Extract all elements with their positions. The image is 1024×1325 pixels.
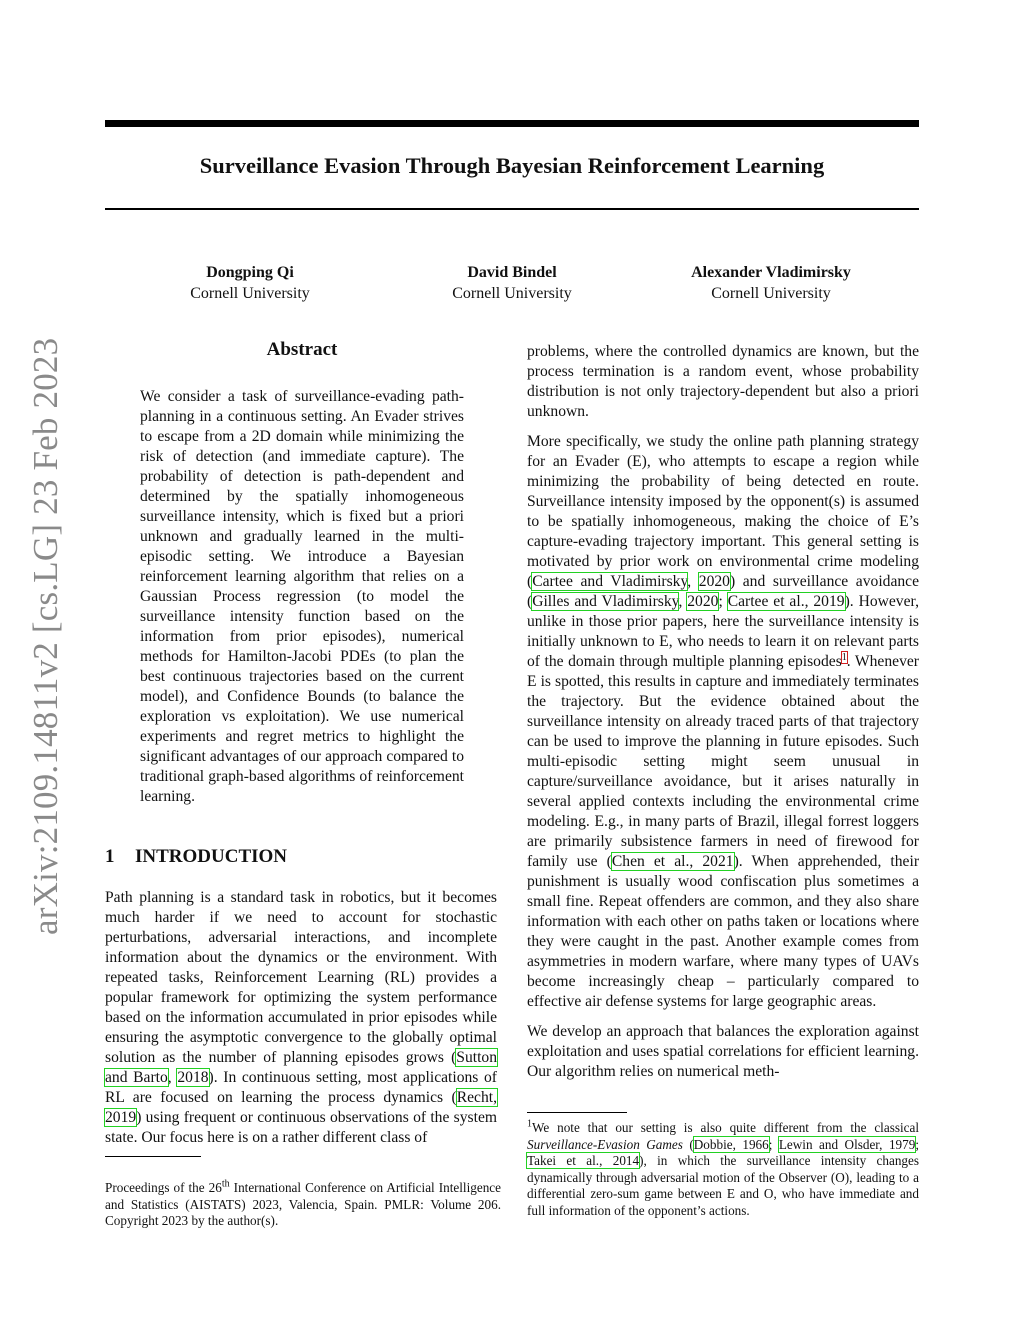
text-run: ). However, unlike in those prior papers, here the surveillance intensity is initially unknown to E, who needs to learn it on relevant parts of the domain through multiple planning episodes	[527, 593, 919, 670]
superscript: th	[221, 1178, 230, 1190]
proceedings-note	[105, 1180, 501, 1230]
citation-link[interactable]: 2018	[177, 1069, 209, 1086]
arxiv-identifier: arXiv:2109.14811v2 [cs.LG] 23 Feb 2023	[26, 337, 65, 935]
intro-paragraph-1	[105, 888, 497, 1148]
text-run: ) and surveillance avoidance (	[527, 573, 920, 610]
footnote-rule-right	[527, 1112, 627, 1113]
author-1	[120, 262, 380, 304]
intro-right-column	[527, 342, 919, 1082]
text-run: ,	[167, 1069, 178, 1086]
text-run: . Whenever E is spotted, this results in capture and immediately terminates the trajectory. But the evidence obtained about the surveillance intensity on already traced parts of that trajectory can be used to improve the planning in future episodes. Such multi-episodic setting might seem unusual in capture/surveillance avoidance, but it arises naturally in several applied contexts including the environmental crime modeling. E.g., in many parts of Brazil, illegal forrest loggers are primarily subsistence farmers in need of firewood for family use (	[527, 653, 919, 870]
footnote-text	[527, 1120, 919, 1219]
citation-link[interactable]: Chen et al., 2021	[611, 853, 734, 870]
text-run: ;	[718, 593, 728, 610]
citation-link[interactable]: Dobbie, 1966	[693, 1136, 769, 1152]
proceedings-text	[105, 1180, 501, 1230]
author-affiliation: Cornell University	[452, 285, 572, 302]
section-heading	[105, 846, 287, 868]
abstract-body	[140, 387, 464, 807]
text-run: More specifically, we study the online path planning strategy for an Evader (E), who attempts to escape a region while minimizing the probability of being detected en route. Surveillance intensity imposed by the opponent(s) is assumed to be spatially inhomogeneous, making the choice of E’s capture-evading trajectory important. This general setting is motivated by prior work on environmental crime modeling (	[527, 433, 919, 590]
text-run: problems, where the controlled dynamics are known, but the process termination is a random event, whose probability distribution is not only trajectory-dependent but also a priori unknown.	[527, 343, 919, 420]
abstract-heading: Abstract	[266, 339, 338, 360]
text-run: ), in which the surveillance intensity changes dynamically through adversarial motion of the Observer (O), leading to a differential zero-sum game between E and O, who have immediate and full information of the opponent’s actions.	[527, 1153, 919, 1218]
text-run: ). When apprehended, their punishment is usually wood confiscation plus sometimes a small fine. Repeat offenders are common, and they also share information with each other on paths taken or locations where they were caught in the past. Another example comes from asymmetries in modern warfare, where many types of UAVs become increasingly cheap – particularly compared to effective air defense systems for large geographic areas.	[527, 853, 920, 1010]
intro-paragraph-4	[527, 1022, 919, 1082]
title-top-rule	[105, 120, 919, 127]
intro-paragraph-3	[527, 432, 919, 1012]
intro-paragraph-2	[527, 342, 919, 422]
citation-link[interactable]: 2020	[698, 573, 730, 590]
citation-link[interactable]: 2020	[687, 593, 719, 610]
author-affiliation: Cornell University	[711, 285, 831, 302]
emphasis: Surveillance-Evasion Games	[527, 1136, 683, 1152]
citation-link[interactable]: Cartee et al., 2019	[727, 593, 845, 610]
text-run: Path planning is a standard task in robotics, but it becomes much harder if we need to account for stochastic perturbations, adversarial interactions, and incomplete information about the dynamics or the environment. With repeated tasks, Reinforcement Learning (RL) provides a popular framework for optimizing the system performance based on the information accumulated in prior episodes while ensuring the asymptotic convergence to the globally optimal solution as the number of planning episodes grows (	[105, 889, 497, 1066]
text-run: We note that our setting is also quite different from the classical	[532, 1120, 919, 1135]
text-run: ). In continuous setting, most applications of RL are focused on learning the process dynamics (	[105, 1069, 498, 1106]
author-name: David Bindel	[467, 264, 557, 281]
author-name: Alexander Vladimirsky	[691, 264, 851, 281]
author-name: Dongping Qi	[206, 264, 294, 281]
text-run: We develop an approach that balances the exploration against exploitation and uses spatial correlations for efficient learning. Our algorithm relies on numerical meth-	[527, 1023, 919, 1080]
section-number: 1	[105, 846, 115, 867]
citation-link[interactable]: Lewin and Olsder, 1979	[778, 1136, 916, 1152]
abstract-text: We consider a task of surveillance-evading path-planning in a continuous setting. An Evader strives to escape from a 2D domain while minimizing the risk of detection (and immediate capture). The probability of detection is path-dependent and determined by the spatially inhomogeneous surveillance intensity, which is fixed but a priori unknown and gradually learned in the multi-episodic setting. We introduce a Bayesian reinforcement learning algorithm that relies on a Gaussian Process regression (to model the surveillance intensity function based on the information from prior episodes), numerical methods for Hamilton-Jacobi PDEs (to plan the best continuous trajectories based on the current model), and Confidence Bounds (to balance the exploration vs exploitation). We use numerical experiments and regret metrics to highlight the significant advantages of our approach compared to traditional graph-based algorithms of reinforcement learning.	[140, 388, 464, 805]
section-title: INTRODUCTION	[135, 846, 288, 867]
paper-title: Surveillance Evasion Through Bayesian Reinforcement Learning	[199, 153, 825, 178]
author-2	[382, 262, 642, 304]
text-run: (	[682, 1136, 694, 1152]
text-run: ,	[687, 573, 699, 590]
author-3	[641, 262, 901, 304]
citation-link[interactable]: Sutton and Barto	[105, 1049, 497, 1086]
text-run: Proceedings of the 26	[105, 1180, 222, 1195]
citation-link[interactable]: Cartee and Vladimirsky	[532, 573, 688, 590]
footnote-marker: 1	[527, 1118, 532, 1130]
text-run: International Conference on Artificial Intelligence and Statistics (AISTATS) 2023, Valencia, Spain. PMLR: Volume 206. Copyright 2023 by the author(s).	[105, 1180, 501, 1228]
text-run: ;	[915, 1136, 919, 1152]
citation-link[interactable]: Gilles and Vladimirsky	[532, 593, 679, 610]
citation-link[interactable]: Takei et al., 2014	[527, 1153, 640, 1168]
author-affiliation: Cornell University	[190, 285, 310, 302]
citation-link[interactable]: Recht, 2019	[105, 1089, 497, 1126]
text-run: ;	[768, 1136, 779, 1152]
text-run: ,	[678, 593, 688, 610]
intro-left-column	[105, 888, 497, 1148]
footnote-1	[527, 1120, 919, 1219]
footnote-rule-left	[105, 1156, 201, 1157]
text-run: ) using frequent or continuous observations of the system state. Our focus here is on a rather different class of	[105, 1109, 497, 1146]
title-bottom-rule	[105, 208, 919, 210]
footnote-link[interactable]: 1	[841, 651, 847, 663]
